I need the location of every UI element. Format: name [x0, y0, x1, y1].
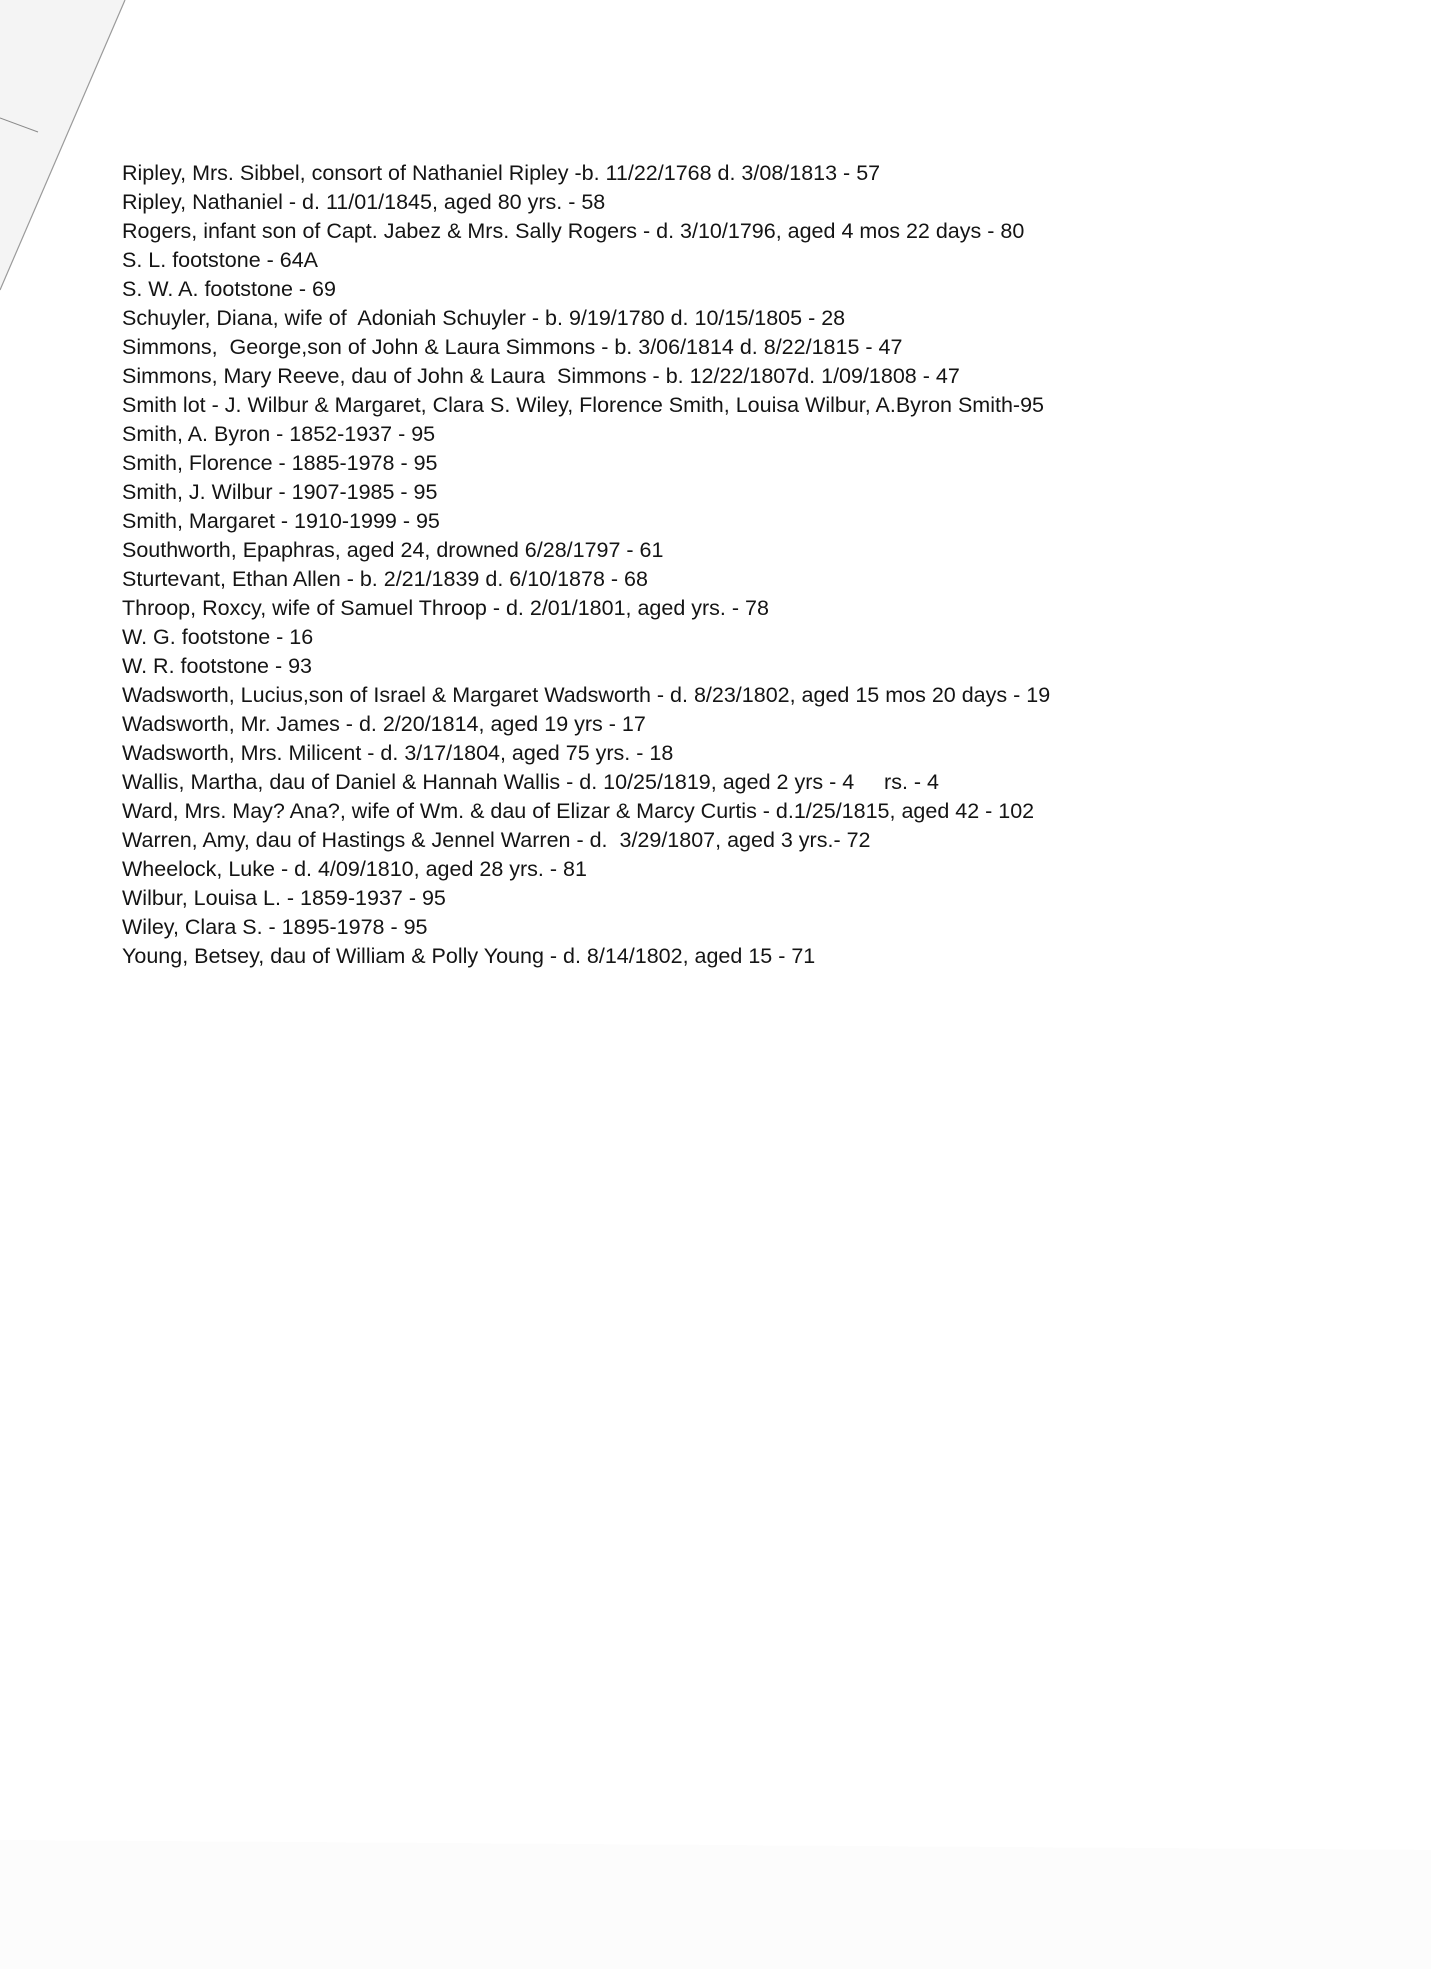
- entry-line: Wadsworth, Mr. James - d. 2/20/1814, aged 19 yrs - 17: [122, 712, 646, 736]
- entry-line: Smith lot - J. Wilbur & Margaret, Clara S. Wiley, Florence Smith, Louisa Wilbur, A.Byron Smith-95: [122, 393, 1045, 417]
- entry-line: Smith, Florence - 1885-1978 - 95: [122, 451, 438, 475]
- entry-line: Southworth, Epaphras, aged 24, drowned 6/28/1797 - 61: [122, 538, 664, 562]
- entry-line: Warren, Amy, dau of Hastings & Jennel Warren - d. 3/29/1807, aged 3 yrs.- 72: [122, 828, 871, 852]
- entry-line: S. W. A. footstone - 69: [122, 277, 336, 301]
- entry-line: Sturtevant, Ethan Allen - b. 2/21/1839 d. 6/10/1878 - 68: [122, 567, 648, 591]
- entry-line: Schuyler, Diana, wife of Adoniah Schuyler - b. 9/19/1780 d. 10/15/1805 - 28: [122, 306, 846, 330]
- entry-line: Wadsworth, Mrs. Milicent - d. 3/17/1804, aged 75 yrs. - 18: [122, 741, 674, 765]
- entry-line: Smith, Margaret - 1910-1999 - 95: [122, 509, 440, 533]
- entry-line: W. G. footstone - 16: [122, 625, 314, 649]
- entry-line: Ripley, Mrs. Sibbel, consort of Nathaniel Ripley -b. 11/22/1768 d. 3/08/1813 - 57: [122, 161, 881, 185]
- entry-line: Ripley, Nathaniel - d. 11/01/1845, aged 80 yrs. - 58: [122, 190, 606, 214]
- entry-line: Young, Betsey, dau of William & Polly Young - d. 8/14/1802, aged 15 - 71: [122, 944, 816, 968]
- entry-line: S. L. footstone - 64A: [122, 248, 319, 272]
- entry-line: Throop, Roxcy, wife of Samuel Throop - d. 2/01/1801, aged yrs. - 78: [122, 596, 769, 620]
- entry-line: W. R. footstone - 93: [122, 654, 313, 678]
- entry-list: [122, 159, 1050, 971]
- entry-line: Wallis, Martha, dau of Daniel & Hannah Wallis - d. 10/25/1819, aged 2 yrs - 4 rs. - 4: [122, 770, 939, 794]
- entry-line: Simmons, Mary Reeve, dau of John & Laura Simmons - b. 12/22/1807d. 1/09/1808 - 47: [122, 364, 960, 388]
- entry-line: Wilbur, Louisa L. - 1859-1937 - 95: [122, 886, 446, 910]
- entry-line: Smith, J. Wilbur - 1907-1985 - 95: [122, 480, 438, 504]
- entry-line: Smith, A. Byron - 1852-1937 - 95: [122, 422, 436, 446]
- entry-line: Wheelock, Luke - d. 4/09/1810, aged 28 yrs. - 81: [122, 857, 587, 881]
- entry-line: Rogers, infant son of Capt. Jabez & Mrs. Sally Rogers - d. 3/10/1796, aged 4 mos 22 days - 80: [122, 219, 1025, 243]
- entry-line: Simmons, George,son of John & Laura Simmons - b. 3/06/1814 d. 8/22/1815 - 47: [122, 335, 903, 359]
- entry-line: Wiley, Clara S. - 1895-1978 - 95: [122, 915, 428, 939]
- entry-line: Wadsworth, Lucius,son of Israel & Margaret Wadsworth - d. 8/23/1802, aged 15 mos 20 days - 19: [122, 683, 1051, 707]
- entry-line: Ward, Mrs. May? Ana?, wife of Wm. & dau of Elizar & Marcy Curtis - d.1/25/1815, aged 42 - 102: [122, 799, 1035, 823]
